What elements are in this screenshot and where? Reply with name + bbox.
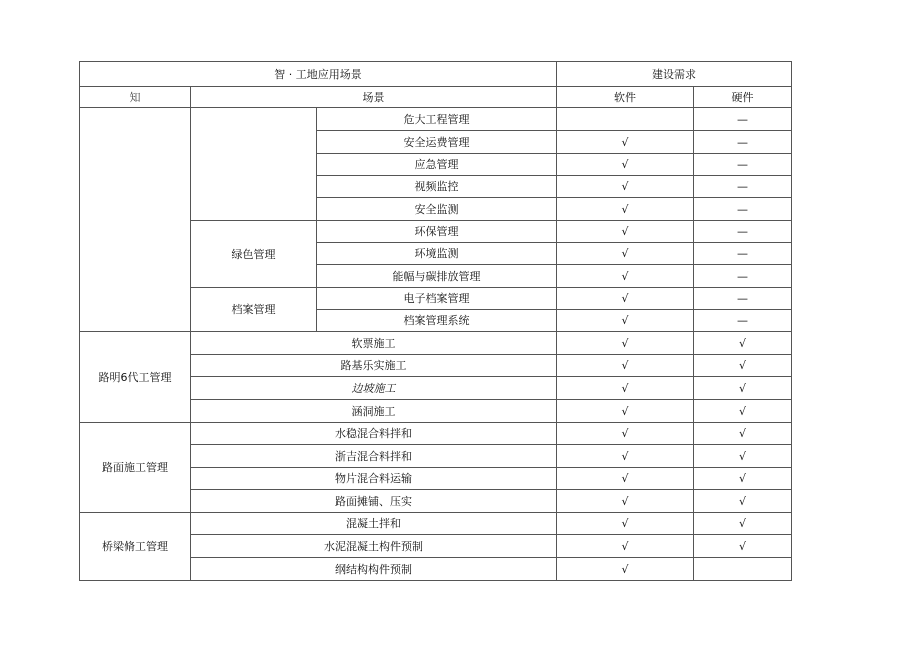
software-cell: √: [557, 198, 694, 221]
hardware-cell: —: [694, 288, 792, 310]
hardware-cell: √: [694, 535, 792, 558]
first-column-header: 知: [80, 87, 191, 108]
hardware-cell: √: [694, 355, 792, 377]
scene-item: 浙吉混合料拌和: [191, 445, 557, 468]
category-label: 路明6代工管理: [80, 332, 191, 423]
table-row: [80, 108, 792, 131]
scenario-requirement-table: [79, 61, 792, 581]
table-row: [80, 513, 792, 535]
requirement-group-header: 建设需求: [557, 62, 792, 87]
scene-item: 涵洞施工: [191, 400, 557, 423]
scene-item: 混凝土拌和: [191, 513, 557, 535]
scene-item: 安全监测: [317, 198, 557, 221]
software-cell: √: [557, 468, 694, 490]
category-label: 路面施工管理: [80, 423, 191, 513]
software-cell: √: [557, 377, 694, 400]
scene-item: 水稳混合料拌和: [191, 423, 557, 445]
hardware-cell: √: [694, 445, 792, 468]
scene-item: 边坡施工: [191, 377, 557, 400]
software-cell: √: [557, 513, 694, 535]
hardware-cell: [694, 558, 792, 581]
software-cell: √: [557, 535, 694, 558]
scene-item: 安全运费管理: [317, 131, 557, 154]
scene-item: 环保管理: [317, 221, 557, 243]
software-cell: √: [557, 490, 694, 513]
table-row: [80, 423, 792, 445]
software-cell: √: [557, 243, 694, 265]
scene-item: 水泥混凝土构件预制: [191, 535, 557, 558]
scene-item: 危大工程管理: [317, 108, 557, 131]
hardware-cell: √: [694, 513, 792, 535]
scene-item: 路基乐实施工: [191, 355, 557, 377]
table-row: [80, 332, 792, 355]
hardware-cell: —: [694, 108, 792, 131]
scene-item: 能幅与碳排放管理: [317, 265, 557, 288]
hardware-cell: —: [694, 154, 792, 176]
scene-item: 软票施工: [191, 332, 557, 355]
blank-subcategory-cell: [191, 108, 317, 221]
scene-item: 视频监控: [317, 176, 557, 198]
software-cell: √: [557, 154, 694, 176]
software-cell: √: [557, 355, 694, 377]
software-cell: √: [557, 445, 694, 468]
hardware-cell: —: [694, 131, 792, 154]
hardware-cell: —: [694, 243, 792, 265]
hardware-cell: —: [694, 221, 792, 243]
software-column-header: 软件: [557, 87, 694, 108]
software-cell: √: [557, 288, 694, 310]
software-cell: √: [557, 332, 694, 355]
category-label: 桥梁脩工管理: [80, 513, 191, 581]
hardware-cell: √: [694, 423, 792, 445]
software-cell: √: [557, 558, 694, 581]
hardware-cell: √: [694, 490, 792, 513]
scene-item: 应急管理: [317, 154, 557, 176]
software-cell: √: [557, 221, 694, 243]
header-row: [80, 62, 792, 87]
subheader-row: [80, 87, 792, 108]
hardware-cell: √: [694, 377, 792, 400]
scene-item: 档案管理系统: [317, 310, 557, 332]
software-cell: √: [557, 423, 694, 445]
software-cell: √: [557, 176, 694, 198]
scene-item: 物片混合料运输: [191, 468, 557, 490]
scene-item: 电子档案管理: [317, 288, 557, 310]
blank-category-cell: [80, 108, 191, 332]
hardware-cell: —: [694, 176, 792, 198]
scene-item: 路面摊铺、压实: [191, 490, 557, 513]
scene-group-header: 智 · 工地应用场景: [80, 62, 557, 87]
hardware-cell: √: [694, 400, 792, 423]
software-cell: [557, 108, 694, 131]
software-cell: √: [557, 400, 694, 423]
hardware-cell: —: [694, 265, 792, 288]
scene-item: 环境监测: [317, 243, 557, 265]
software-cell: √: [557, 265, 694, 288]
hardware-cell: —: [694, 310, 792, 332]
software-cell: √: [557, 310, 694, 332]
hardware-cell: √: [694, 468, 792, 490]
software-cell: √: [557, 131, 694, 154]
hardware-cell: √: [694, 332, 792, 355]
hardware-cell: —: [694, 198, 792, 221]
scene-item: 纲结构构件预制: [191, 558, 557, 581]
scene-column-header: 场景: [191, 87, 557, 108]
hardware-column-header: 硬件: [694, 87, 792, 108]
subcategory-label: 档案管理: [191, 288, 317, 332]
subcategory-label: 绿色管理: [191, 221, 317, 288]
